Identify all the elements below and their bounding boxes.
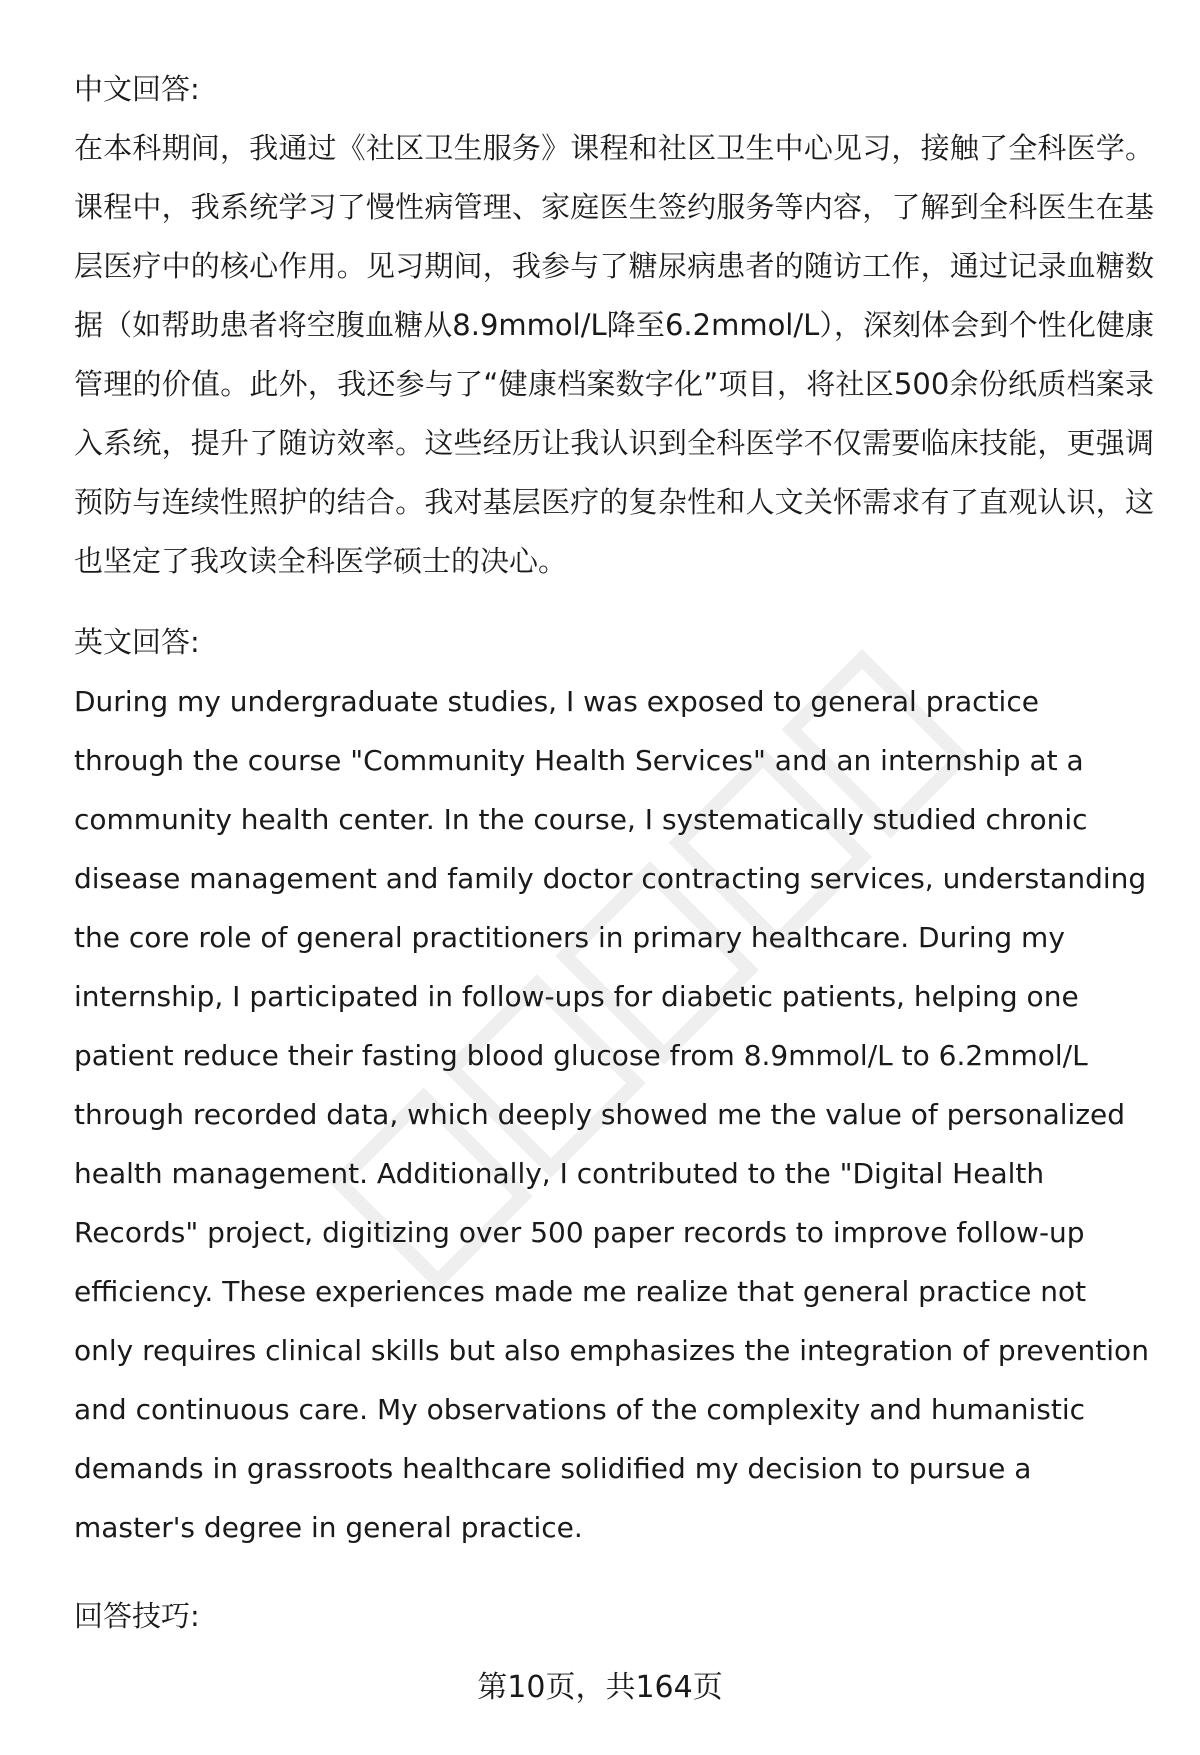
english-answer-body: During my undergraduate studies, I was exposed to general practice through the course "Community Health Services" and an internship at a community health center. In the course, I systematically studied chronic disease management and family doctor contracting services, understanding the core role of general practitioners in primary healthcare. During my internship, I participated in follow-ups for diabetic patients, helping one patient reduce their fasting blood glucose from 8.9mmol/L to 6.2mmol/L through recorded data, which deeply showed me the value of personalized health management. Additionally, I contributed to the "Digital Health Records" project, digitizing over 500 paper records to improve follow-up efficiency. These experiences made me realize that general practice not only requires clinical skills but also emphasizes the integration of prevention and continuous care. My observations of the complexity and humanistic demands in grassroots healthcare solidified my decision to pursue a master's degree in general practice. xyxy=(74,685,1149,1544)
document-page xyxy=(74,60,1154,1646)
page-indicator: 第10页，共164页 xyxy=(477,1670,723,1705)
english-answer-label: 英文回答: xyxy=(74,625,200,659)
chinese-answer-label: 中文回答: xyxy=(74,72,200,106)
chinese-answer-body: 在本科期间，我通过《社区卫生服务》课程和社区卫生中心见习，接触了全科医学。课程中，我系统学习了慢性病管理、家庭医生签约服务等内容，了解到全科医生在基层医疗中的核心作用。见习期间，我参与了糖尿病患者的随访工作，通过记录血糖数据（如帮助患者将空腹血糖从8.9mmol/L降至6.2mmol/L），深刻体会到个性化健康管理的价值。此外，我还参与了“健康档案数字化”项目，将社区500余份纸质档案录入系统，提升了随访效率。这些经历让我认识到全科医学不仅需要临床技能，更强调预防与连续性照护的结合。我对基层医疗的复杂性和人文关怀需求有了直观认识，这也坚定了我攻读全科医学硕士的决心。 xyxy=(74,131,1154,578)
answer-tips-label: 回答技巧: xyxy=(74,1599,200,1633)
